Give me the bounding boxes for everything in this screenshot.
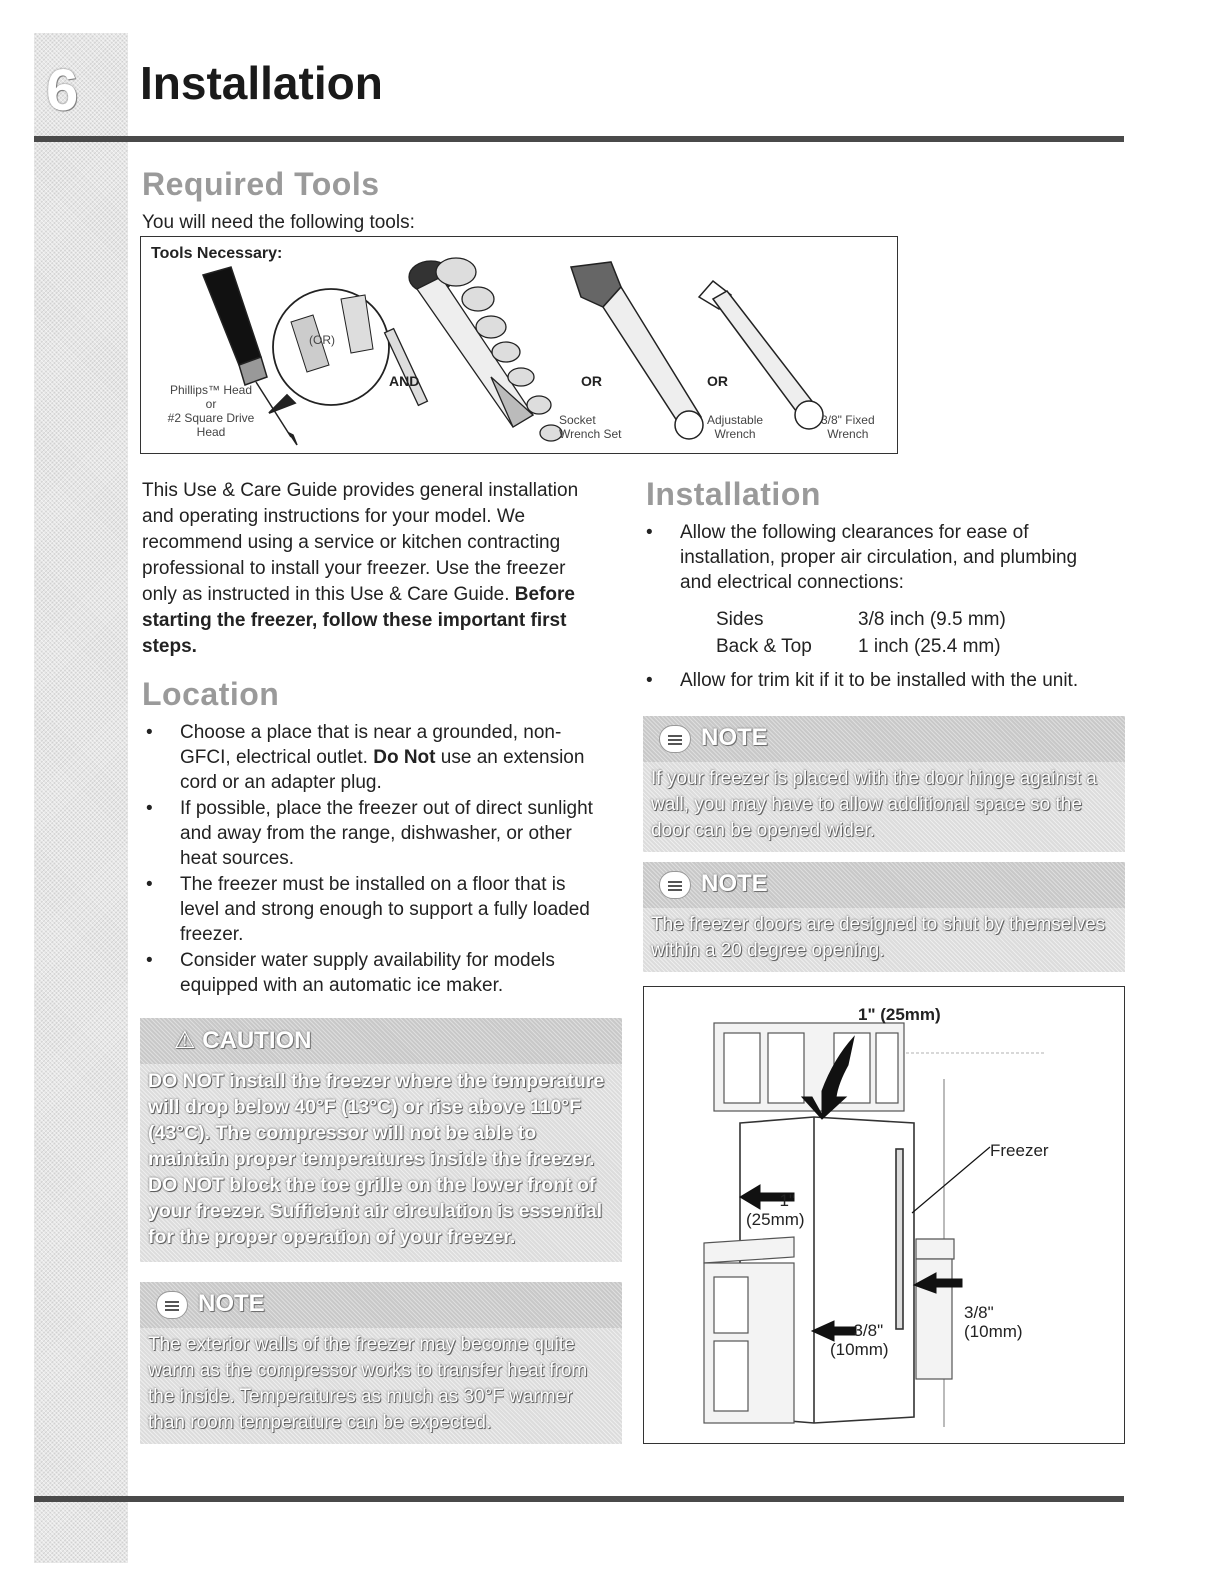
location-heading: Location bbox=[142, 676, 280, 712]
note-box-hinge bbox=[643, 716, 1125, 852]
warning-icon: ⚠ bbox=[174, 1027, 196, 1054]
clearance-table bbox=[716, 606, 1006, 660]
caution-text: DO NOT install the freezer where the temperature will drop below 40°F (13°C) or rise above 110°F (43°C). The compressor will not be able to maintain proper temperatures inside the freezer. DO NOT block the toe grille on the lower front of your freezer. Sufficient air circulation is essential for the proper operation of your freezer. bbox=[148, 1070, 605, 1248]
note-title: NOTE bbox=[198, 1290, 265, 1317]
note-text: The freezer doors are designed to shut by themselves within a 20 degree opening. bbox=[651, 914, 1106, 961]
location-bullet: • Consider water supply availability for models equipped with an automatic ice maker. bbox=[146, 950, 555, 996]
installation-bullet: • Allow the following clearances for ease of installation, proper air circulation, and plumbing and electrical connections: bbox=[646, 522, 1078, 593]
chapter-side-stripe bbox=[34, 33, 128, 1563]
socket-wrench-icon bbox=[385, 258, 562, 441]
freezer-installation-drawing bbox=[644, 987, 1124, 1443]
installation-heading: Installation bbox=[646, 476, 821, 512]
label-freezer: Freezer bbox=[990, 1141, 1049, 1160]
clearance-row: Back & Top 1 inch (25.4 mm) bbox=[716, 636, 1001, 657]
label-side-clearance-left: 3/8" (10mm) bbox=[830, 1321, 889, 1359]
caution-title: ⚠ CAUTION bbox=[174, 1027, 312, 1054]
screwdriver-caption: Phillips™ Head or #2 Square Drive Head bbox=[167, 383, 255, 439]
chapter-number: 6 bbox=[46, 58, 79, 123]
installation-bullet-1 bbox=[646, 520, 1106, 596]
installation-bullet-2 bbox=[646, 668, 1116, 694]
clearance-row: Sides 3/8 inch (9.5 mm) bbox=[716, 609, 1006, 630]
tools-necessary-box bbox=[140, 236, 898, 454]
intro-paragraph: This Use & Care Guide provides general installation and operating instructions for your model. We recommend using a service or kitchen contracting professional to install your freezer. Use the freezer only as instructed in this Use & Care Guide. Before starting the freezer, follow these important first steps. bbox=[142, 480, 579, 657]
label-top-clearance: 1" (25mm) bbox=[858, 1005, 941, 1024]
or-small-label: (OR) bbox=[309, 333, 335, 347]
fixed-wrench-icon bbox=[699, 281, 823, 429]
location-bullet: • Choose a place that is near a grounded, non-GFCI, electrical outlet. Do Not use an extension cord or an adapter plug. bbox=[146, 722, 585, 793]
note-title: NOTE bbox=[701, 870, 768, 897]
socket-caption: Socket Wrench Set bbox=[559, 413, 622, 441]
location-bullet: • If possible, place the freezer out of direct sunlight and away from the range, dishwasher, or other heat sources. bbox=[146, 798, 593, 869]
note-box-exterior bbox=[140, 1282, 622, 1444]
top-rule bbox=[34, 136, 1124, 142]
and-label: AND bbox=[389, 373, 420, 389]
installation-bullet: • Allow for trim kit if it to be installed with the unit. bbox=[646, 670, 1079, 691]
or-label-1: OR bbox=[581, 373, 602, 389]
screwdriver-bits-icon bbox=[269, 289, 389, 413]
or-label-2: OR bbox=[707, 373, 728, 389]
note-icon bbox=[659, 871, 691, 899]
chapter-title: Installation bbox=[140, 57, 383, 109]
note-text: The exterior walls of the freezer may become quite warm as the compressor works to transfer heat from the inside. Temperatures as much as 30°F warmer than room temperature can be expected. bbox=[148, 1334, 588, 1433]
note-title: NOTE bbox=[701, 724, 768, 751]
location-bullets bbox=[146, 720, 608, 999]
clearance-figure bbox=[643, 986, 1125, 1444]
fixed-caption: 3/8" Fixed Wrench bbox=[821, 413, 875, 441]
required-tools-intro: You will need the following tools: bbox=[142, 212, 415, 233]
note-icon bbox=[659, 725, 691, 753]
label-back-clearance: 1" (25mm) bbox=[746, 1191, 805, 1229]
note-icon bbox=[156, 1291, 188, 1319]
label-side-clearance-right: 3/8" (10mm) bbox=[964, 1303, 1023, 1341]
caution-box bbox=[140, 1018, 622, 1262]
note-text: If your freezer is placed with the door hinge against a wall, you may have to allow additional space so the door can be opened wider. bbox=[651, 768, 1097, 841]
tools-box-label: Tools Necessary: bbox=[151, 245, 283, 262]
bottom-rule bbox=[34, 1496, 1124, 1502]
required-tools-heading: Required Tools bbox=[142, 166, 380, 202]
location-bullet: • The freezer must be installed on a floor that is level and strong enough to support a fully loaded freezer. bbox=[146, 874, 590, 945]
adjustable-caption: Adjustable Wrench bbox=[707, 413, 764, 441]
note-box-doors bbox=[643, 862, 1125, 972]
